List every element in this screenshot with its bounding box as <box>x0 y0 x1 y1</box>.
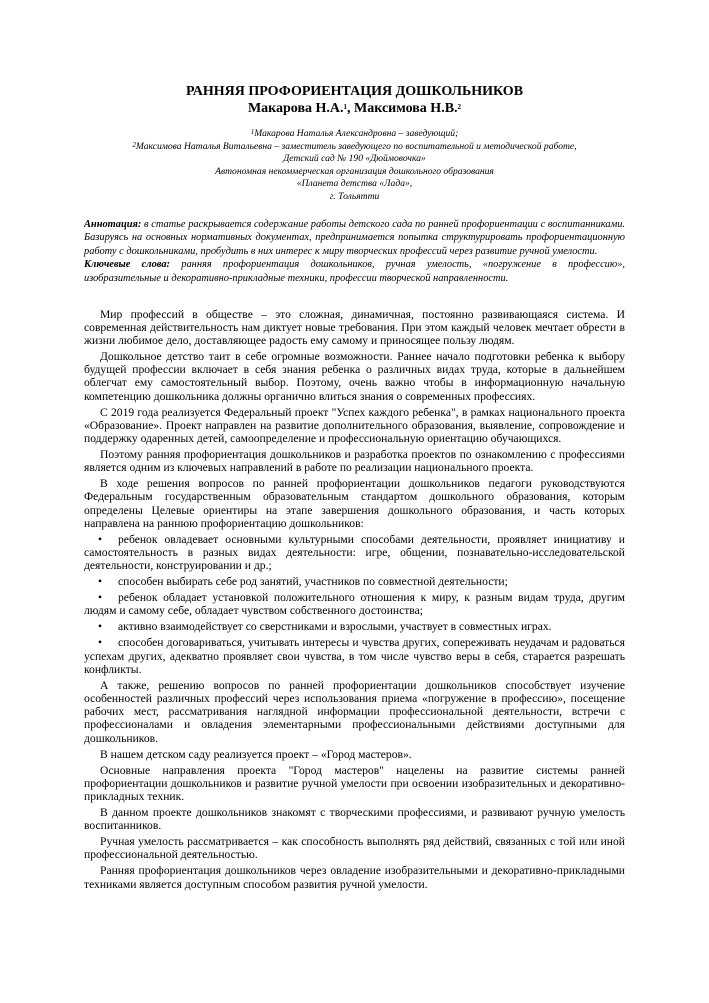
list-item-text: активно взаимодействует со сверстниками и взрослыми, участвует в совместных играх. <box>118 620 552 634</box>
bullet-icon: • <box>98 591 103 605</box>
body-paragraph: В нашем детском саду реализуется проект – «Город мастеров». <box>100 747 412 761</box>
body-paragraph: С 2019 года реализуется Федеральный проект "Успех каждого ребенка", в рамках национального проекта «Образование». Проект направлен на развитие дополнительного образования, выявление, сопровождение и поддержку одаренных детей, самоопределение и профессиональную ориентацию обучающихся. <box>84 405 625 445</box>
abstract <box>84 218 625 259</box>
list-item-text: ребенок овладевает основными культурными способами деятельности, проявляет инициативу и самостоятельность в разных видах деятельности: игре, общении, познавательно-исследовательской деятельности, конструировании и др.; <box>84 532 625 573</box>
affiliations <box>84 128 625 204</box>
body-paragraph: Мир профессий в обществе – это сложная, динамичная, постоянно развивающаяся система. И современная действительность нам диктует новые требования. При этом каждый человек мечтает обрести в жизни любимое дело, доставляющее радость ему самому и приносящее пользу людям. <box>84 307 625 347</box>
affiliation-sup-1: 1 <box>250 128 255 136</box>
paper-page <box>84 84 625 894</box>
abstract-label: Аннотация: <box>84 218 142 230</box>
bullet-icon: • <box>98 636 103 650</box>
list-item <box>84 636 625 676</box>
affiliation-1 <box>84 128 625 141</box>
bullet-icon: • <box>98 620 103 634</box>
author-name-2: Максимова Н.В. <box>354 101 458 116</box>
keywords-label: Ключевые слова: <box>84 259 171 271</box>
list-item-text: способен договариваться, учитывать интересы и чувства других, сопереживать неудачам и радоваться успехам других, адекватно проявляет свои чувства, в том числе чувство веры в себя, старается разрешать конфликты. <box>84 636 625 676</box>
affiliation-org-3: «Планета детства «Лада», <box>296 178 413 190</box>
affiliation-city: г. Тольятти <box>329 190 380 202</box>
list-item-text: способен выбирать себе род занятий, участников по совместной деятельности; <box>118 575 508 589</box>
body-paragraph: Основные направления проекта "Город мастеров" нацелены на развитие системы ранней профориентации дошкольников и развитие ручной умелости при освоении изобразительных и декоративно-прикладных техник. <box>84 763 625 803</box>
target-list <box>84 533 625 676</box>
body-paragraph: В ходе решения вопросов по ранней профориентации дошкольников педагоги руководствуются Федеральным государственным образовательным стандартом дошкольного образования, которым определены Целевые ориентиры на этапе завершения дошкольного образования, и часть которых направлена на раннюю профориентацию дошкольников: <box>84 477 625 530</box>
list-item <box>84 620 625 633</box>
body-paragraph: В данном проекте дошкольников знакомят с творческими профессиями, и развивают ручную умелость воспитанников. <box>84 806 625 833</box>
author-sup-1: 1 <box>343 103 348 111</box>
body-paragraph: Ручная умелость рассматривается – как способность выполнять ряд действий, связанных с той или иной профессиональной деятельностью. <box>84 835 625 862</box>
author-name-1: Макарова Н.А. <box>247 101 344 116</box>
list-item <box>84 533 625 573</box>
paper-title: РАННЯЯ ПРОФОРИЕНТАЦИЯ ДОШКОЛЬНИКОВ <box>185 84 524 99</box>
list-item <box>84 591 625 617</box>
bullet-icon: • <box>98 575 103 589</box>
affiliation-1-text: Макарова Наталья Александровна – заведующий; <box>254 128 459 139</box>
affiliation-org-2: Автономная некоммерческая организация дошкольного образования <box>215 165 494 177</box>
list-item <box>84 575 625 588</box>
author-line <box>84 100 625 118</box>
abstract-text: в статье раскрывается содержание работы детского сада по ранней профориентации с воспитанниками. Базируясь на основных нормативных документах, предпринимается попытка структурировать профориентационную работу с дошкольниками, пробудить в них интерес к миру творческих профессий через развитие ручной умелости. <box>84 218 625 257</box>
keywords-text: ранняя профориентация дошкольников, ручная умелость, «погружение в профессию», изобразительные и декоративно-прикладные техники, профессии творческой направленности. <box>84 259 625 284</box>
list-item-text: ребенок обладает установкой положительного отношения к миру, к разным видам труда, другим людям и самому себе, обладает чувством собственного достоинства; <box>84 591 625 618</box>
body-paragraph: Поэтому ранняя профориентация дошкольников и разработка проектов по ознакомлению с профессиями является одним из ключевых направлений в работе по реализации национального проекта. <box>84 447 625 475</box>
body-paragraph: А также, решению вопросов по ранней профориентации дошкольников способствует изучение особенностей различных профессий через использования приема «погружение в профессию», посещение рабочих мест, рассматривания наглядной информации профессиональной деятельности, встречи с профессионалами и овладения элементарными профессиональными действиями доступными для дошкольников. <box>84 678 625 745</box>
keywords <box>84 258 625 285</box>
author-separator: , <box>347 101 355 116</box>
body-paragraph: Дошкольное детство таит в себе огромные возможности. Раннее начало подготовки ребенка к выбору будущей профессии включает в себя знания ребенка о различных видах труда, которые в дальнейшем облегчат ему самостоятельный выбор. Поэтому, очень важно чтобы в информационную начальную компетенцию дошкольника должны органично влиться знания о современных профессиях. <box>84 349 625 403</box>
affiliation-sup-2: 2 <box>132 140 136 149</box>
affiliation-2 <box>84 141 625 154</box>
paper-body <box>84 308 625 891</box>
bullet-icon: • <box>98 532 103 546</box>
author-sup-2: 2 <box>457 103 462 111</box>
body-paragraph: Ранняя профориентация дошкольников через овладение изобразительными и декоративно-прикладными техниками является доступным способом развития ручной умелости. <box>84 864 625 891</box>
affiliation-org-1: Детский сад № 190 «Дюймовочка» <box>283 153 426 165</box>
affiliation-2-text: Максимова Наталья Витальевна – заместитель заведующего по воспитательной и методической работе, <box>135 140 577 152</box>
